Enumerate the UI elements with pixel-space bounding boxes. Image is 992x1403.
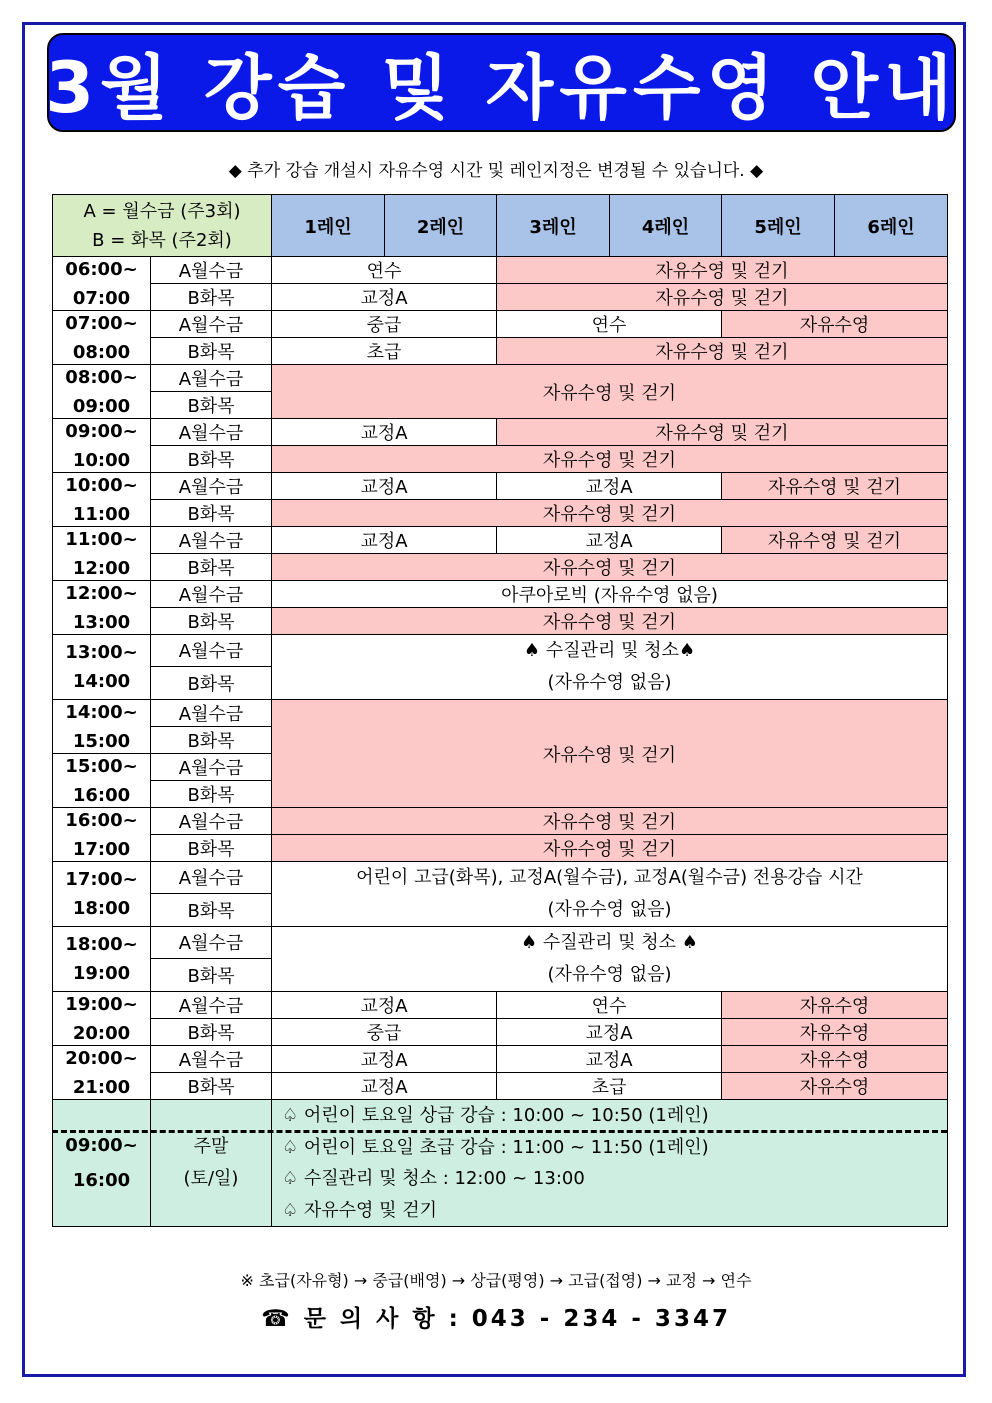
lane-cell: 자유수영 <box>722 992 948 1019</box>
lane-cell: 교정A <box>497 1019 722 1046</box>
time-slot-1300: 13:00~ 14:00 <box>53 635 151 700</box>
time-slot-1200: 12:00~ 13:00 <box>53 581 151 635</box>
level-progression-note: ※ 초급(자유형) → 중급(배영) → 상급(평영) → 고급(접영) → 교정 → 연수 <box>240 1271 752 1290</box>
schedule-row <box>53 581 948 608</box>
lane-2-header: 2레인 <box>385 195 497 257</box>
schedule-notice: ◆ 추가 강습 개설시 자유수영 시간 및 레인지정은 변경될 수 있습니다. ◆ <box>228 161 764 181</box>
time-slot-0600: 06:00~ 07:00 <box>53 257 151 311</box>
schedule-row <box>53 835 948 862</box>
day-label: B화목 <box>151 727 272 754</box>
weekend-item: ♤ 수질관리 및 청소 : 12:00 ~ 13:00 <box>282 1168 585 1189</box>
schedule-row <box>53 635 948 667</box>
legend-b: B = 화목 (주2회) <box>92 229 232 251</box>
lane-cell: 자유수영 및 걷기 <box>497 284 948 311</box>
lane-cell: 교정A <box>497 473 722 500</box>
lane-cell: 초급 <box>272 338 497 365</box>
schedule-row <box>53 927 948 959</box>
lane-4-header: 4레인 <box>610 195 722 257</box>
day-label: A월수금 <box>151 311 272 338</box>
time-slot-1900: 19:00~ 20:00 <box>53 992 151 1046</box>
schedule-row <box>53 1019 948 1046</box>
schedule-row <box>53 284 948 311</box>
no-free-swim-text: (자유수영 없음) <box>547 672 672 693</box>
lane-3-header: 3레인 <box>497 195 610 257</box>
day-label: A월수금 <box>151 700 272 727</box>
lane-cell: 자유수영 및 걷기 <box>722 473 948 500</box>
weekend-divider <box>52 1130 947 1133</box>
lane-cell: 자유수영 및 걷기 <box>272 365 948 419</box>
weekend-label: 주말 <box>193 1136 229 1157</box>
lane-cell: 교정A <box>272 1073 497 1100</box>
schedule-table <box>52 194 948 1227</box>
lane-cell: 교정A <box>497 1046 722 1073</box>
day-label: B화목 <box>151 608 272 635</box>
day-label: A월수금 <box>151 927 272 959</box>
lane-cell: 교정A <box>272 527 497 554</box>
time-slot-0700: 07:00~ 08:00 <box>53 311 151 365</box>
weekend-row <box>53 1100 948 1227</box>
time-slot-1400: 14:00~ 15:00 <box>53 700 151 754</box>
weekend-item: ♤ 어린이 토요일 상급 강습 : 10:00 ~ 10:50 (1레인) <box>282 1105 709 1126</box>
lane-cell: 자유수영 및 걷기 <box>272 608 948 635</box>
time-slot-0800: 08:00~ 09:00 <box>53 365 151 419</box>
day-label: B화목 <box>151 893 272 926</box>
lane-cell: 자유수영 및 걷기 <box>272 554 948 581</box>
schedule-row <box>53 700 948 727</box>
lane-cell: 자유수영 및 걷기 <box>272 446 948 473</box>
day-label: A월수금 <box>151 862 272 894</box>
schedule-row <box>53 554 948 581</box>
time-slot-1800: 18:00~ 19:00 <box>53 927 151 992</box>
day-label: A월수금 <box>151 754 272 781</box>
schedule-row <box>53 992 948 1019</box>
lane-cell: 자유수영 및 걷기 <box>497 419 948 446</box>
cleaning-text: ♠ 수질관리 및 청소♠ <box>523 640 696 661</box>
day-label: B화목 <box>151 284 272 311</box>
day-label: A월수금 <box>151 257 272 284</box>
schedule-row <box>53 500 948 527</box>
lane-cell: 교정A <box>272 992 497 1019</box>
weekend-item: ♤ 자유수영 및 걷기 <box>282 1199 438 1221</box>
schedule-row <box>53 257 948 284</box>
weekend-sublabel: (토/일) <box>183 1168 239 1189</box>
day-label: A월수금 <box>151 527 272 554</box>
schedule-row <box>53 527 948 554</box>
day-label: A월수금 <box>151 1046 272 1073</box>
day-label: A월수금 <box>151 419 272 446</box>
day-label: B화목 <box>151 446 272 473</box>
lane-cell: 자유수영 및 걷기 <box>272 500 948 527</box>
title-banner <box>47 33 956 132</box>
lane-cell: 초급 <box>497 1073 722 1100</box>
lane-cell: 중급 <box>272 311 497 338</box>
day-label: B화목 <box>151 666 272 699</box>
day-label: B화목 <box>151 500 272 527</box>
lane-cell: 자유수영 및 걷기 <box>497 338 948 365</box>
lane-cell <box>272 927 948 992</box>
lane-cell: 교정A <box>272 473 497 500</box>
lane-cell: 연수 <box>497 992 722 1019</box>
time-slot-2000: 20:00~ 21:00 <box>53 1046 151 1100</box>
schedule-row <box>53 311 948 338</box>
lane-cell: 자유수영 <box>722 1073 948 1100</box>
lane-cell: 자유수영 및 걷기 <box>722 527 948 554</box>
schedule-row <box>53 419 948 446</box>
lane-cell <box>272 862 948 927</box>
day-label: A월수금 <box>151 992 272 1019</box>
schedule-row <box>53 365 948 392</box>
schedule-row <box>53 446 948 473</box>
day-label: A월수금 <box>151 808 272 835</box>
schedule-row <box>53 338 948 365</box>
schedule-row <box>53 1046 948 1073</box>
time-slot-1100: 11:00~ 12:00 <box>53 527 151 581</box>
lane-cell: 아쿠아로빅 (자유수영 없음) <box>272 581 948 608</box>
schedule-row <box>53 473 948 500</box>
legend-cell <box>53 195 272 257</box>
legend-a: A = 월수금 (주3회) <box>83 200 241 222</box>
day-label: A월수금 <box>151 365 272 392</box>
schedule-row <box>53 608 948 635</box>
lane-1-header: 1레인 <box>272 195 385 257</box>
lane-cell: 교정A <box>272 1046 497 1073</box>
lane-cell: 자유수영 <box>722 1019 948 1046</box>
lane-cell: 연수 <box>272 257 497 284</box>
header-row <box>53 195 948 257</box>
lane-cell: 자유수영 및 걷기 <box>497 257 948 284</box>
time-slot-0900: 09:00~ 10:00 <box>53 419 151 473</box>
weekend-time: 09:00~ 16:00 <box>53 1100 151 1227</box>
time-slot-1700: 17:00~ 18:00 <box>53 862 151 927</box>
day-label: B화목 <box>151 338 272 365</box>
lane-cell: 연수 <box>497 311 722 338</box>
weekend-item: ♤ 어린이 토요일 초급 강습 : 11:00 ~ 11:50 (1레인) <box>282 1136 709 1158</box>
day-label: B화목 <box>151 1073 272 1100</box>
lane-cell: 중급 <box>272 1019 497 1046</box>
lane-cell: 자유수영 및 걷기 <box>272 700 948 808</box>
day-label: A월수금 <box>151 635 272 667</box>
lane-cell: 자유수영 및 걷기 <box>272 835 948 862</box>
lane-cell: 교정A <box>272 419 497 446</box>
lane-6-header: 6레인 <box>835 195 948 257</box>
lane-cell: 자유수영 및 걷기 <box>272 808 948 835</box>
schedule-row <box>53 1073 948 1100</box>
cleaning-text: ♠ 수질관리 및 청소 ♠ <box>521 932 698 953</box>
day-label: A월수금 <box>151 581 272 608</box>
day-label: B화목 <box>151 835 272 862</box>
day-label: B화목 <box>151 392 272 419</box>
time-slot-1500: 15:00~ 16:00 <box>53 754 151 808</box>
lane-cell: 교정A <box>497 527 722 554</box>
lane-cell: 교정A <box>272 284 497 311</box>
schedule-row <box>53 862 948 894</box>
lane-cell: 자유수영 <box>722 311 948 338</box>
day-label: B화목 <box>151 958 272 991</box>
lane-5-header: 5레인 <box>722 195 835 257</box>
day-label: A월수금 <box>151 473 272 500</box>
day-label: B화목 <box>151 781 272 808</box>
no-free-swim-text: (자유수영 없음) <box>547 964 672 985</box>
page-title: 3월 강습 및 자유수영 안내 <box>45 47 958 129</box>
day-label: B화목 <box>151 554 272 581</box>
contact-info: ☎ 문 의 사 항 : 043 - 234 - 3347 <box>261 1306 731 1332</box>
time-slot-1000: 10:00~ 11:00 <box>53 473 151 527</box>
kids-class-text: 어린이 고급(화목), 교정A(월수금), 교정A(월수금) 전용강습 시간 <box>356 867 863 888</box>
schedule-row <box>53 808 948 835</box>
no-free-swim-text: (자유수영 없음) <box>547 899 672 920</box>
day-label: B화목 <box>151 1019 272 1046</box>
lane-cell: 자유수영 <box>722 1046 948 1073</box>
weekend-day <box>151 1100 272 1227</box>
time-slot-1600: 16:00~ 17:00 <box>53 808 151 862</box>
weekend-details <box>272 1100 948 1227</box>
lane-cell <box>272 635 948 700</box>
